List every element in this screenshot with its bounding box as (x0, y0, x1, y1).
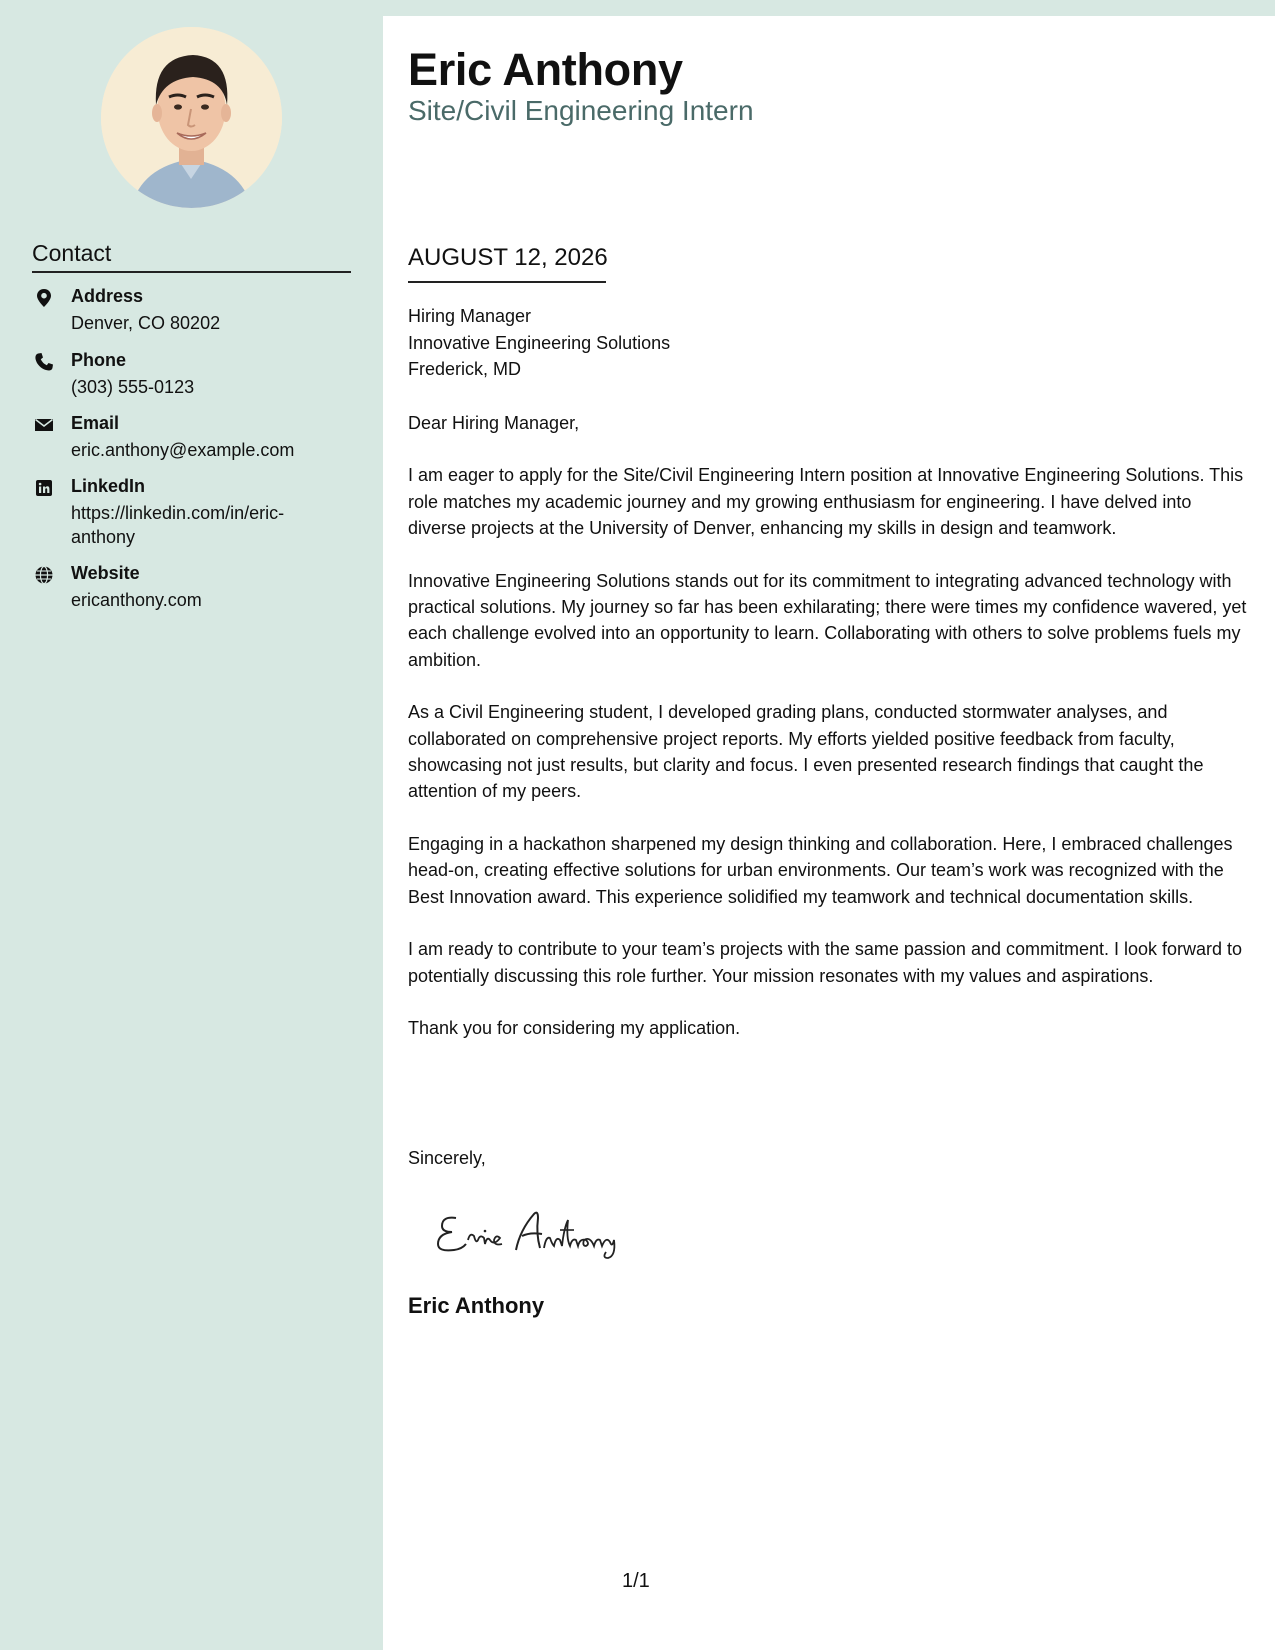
body-paragraph: I am ready to contribute to your team’s projects with the same passion and commitment. I look forward to potentially discussing this role further. Your mission resonates with my values and aspirations. (408, 939, 1243, 986)
phone-icon (34, 352, 54, 372)
map-pin-icon (34, 288, 54, 308)
recipient-block (408, 303, 670, 383)
applicant-role: Site/Civil Engineering Intern (408, 95, 754, 126)
linkedin-icon (34, 478, 54, 498)
body-paragraph: Thank you for considering my application. (408, 1017, 741, 1038)
contact-label: Email (71, 413, 120, 433)
recipient-line: Frederick, MD (408, 359, 522, 379)
sidebar (0, 0, 383, 1650)
handwritten-signature (430, 1200, 670, 1260)
contact-value: https://linkedin.com/in/eric-anthony (71, 503, 285, 547)
signed-name: Eric Anthony (408, 1293, 545, 1318)
body-paragraph: As a Civil Engineering student, I developed grading plans, conducted stormwater analyses, and collaborated on comprehensive project reports. My efforts yielded positive feedback from faculty, showcasing not just results, but clarity and focus. I even presented research findings that caught the attention of my peers. (408, 702, 1204, 802)
globe-icon (34, 565, 54, 585)
salutation: Dear Hiring Manager, (408, 413, 580, 433)
profile-photo (101, 27, 282, 208)
body-paragraph: I am eager to apply for the Site/Civil Engineering Intern position at Innovative Engineering Solutions. This role matches my academic journey and my growing enthusiasm for engineering. I have delved into diverse projects at the University of Denver, enhancing my skills in design and teamwork. (408, 465, 1244, 539)
contact-heading: Contact (32, 240, 112, 266)
contact-value: eric.anthony@example.com (71, 440, 295, 460)
closing: Sincerely, (408, 1148, 486, 1168)
recipient-line: Innovative Engineering Solutions (408, 332, 671, 353)
contact-value: ericanthony.com (71, 590, 202, 610)
applicant-name: Eric Anthony (408, 44, 683, 95)
contact-value: (303) 555-0123 (71, 377, 195, 397)
contact-label: Website (71, 563, 140, 583)
contact-label: Address (71, 286, 144, 306)
date-divider (408, 281, 606, 283)
contact-value: Denver, CO 80202 (71, 313, 221, 333)
contact-label: Phone (71, 350, 127, 370)
body-paragraph: Innovative Engineering Solutions stands out for its commitment to integrating advanced technology with practical solutions. My journey so far has been exhilarating; there were times my confidence wavered, yet each challenge evolved into an opportunity to learn. Collaborating with others to solve problems fuels my ambition. (408, 570, 1247, 670)
envelope-icon (34, 415, 54, 435)
body-paragraph: Engaging in a hackathon sharpened my design thinking and collaboration. Here, I embraced challenges head-on, creating effective solutions for urban environments. Our team’s work was recognized with the Best Innovation award. This experience solidified my teamwork and technical documentation skills. (408, 833, 1233, 907)
letter-body (408, 410, 1248, 1067)
recipient-line: Hiring Manager (408, 306, 532, 326)
letter-date: AUGUST 12, 2026 (408, 244, 608, 271)
contact-label: LinkedIn (71, 476, 146, 496)
contact-divider (32, 271, 351, 273)
page-number: 1/1 (622, 1570, 650, 1592)
